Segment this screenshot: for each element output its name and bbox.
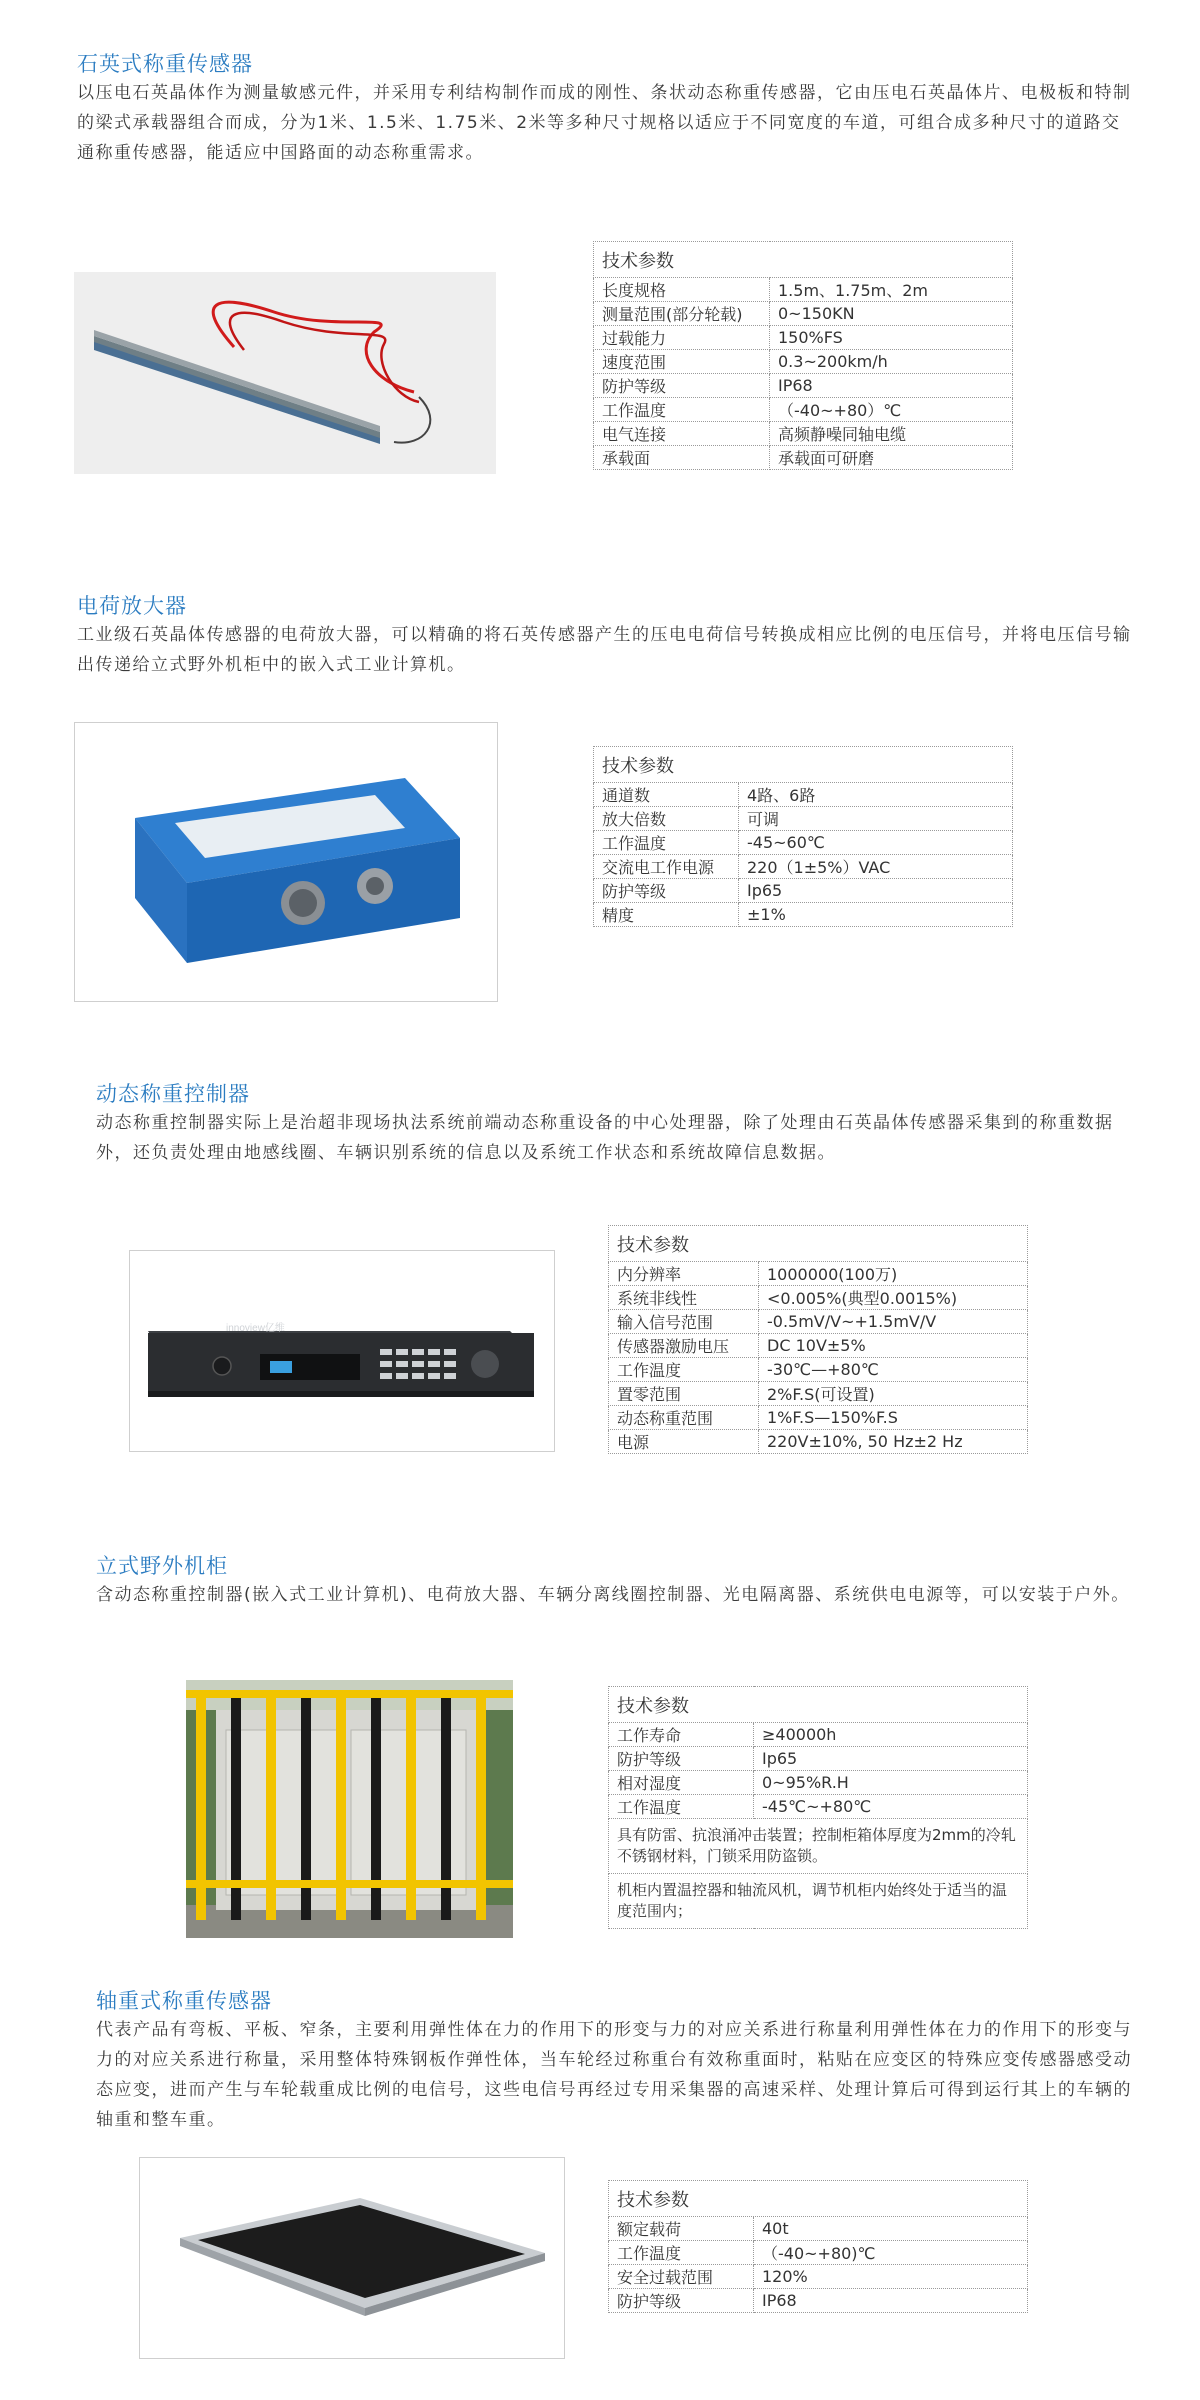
spec-row: 防护等级 Ip65: [609, 1747, 1028, 1771]
cabinet-image: [186, 1680, 513, 1938]
spec-header: 技术参数: [609, 1687, 1028, 1723]
spec-row: 精度 ±1%: [594, 903, 1013, 927]
spec-header: 技术参数: [609, 1226, 1028, 1262]
spec-table-quartz-sensor: [593, 241, 1013, 470]
spec-row: 工作寿命 ≥40000h: [609, 1723, 1028, 1747]
spec-row: 系统非线性 <0.005%(典型0.0015%): [609, 1286, 1028, 1310]
spec-header: 技术参数: [609, 2181, 1028, 2217]
spec-row: 防护等级 IP68: [594, 374, 1013, 398]
spec-row: 动态称重范围 1%F.S—150%F.S: [609, 1406, 1028, 1430]
quartz-sensor-image: [74, 272, 496, 474]
spec-row: 工作温度 -30℃—+80℃: [609, 1358, 1028, 1382]
spec-note: 具有防雷、抗浪涌冲击装置；控制柜箱体厚度为2mm的冷轧不锈钢材料，门锁采用防盗锁。: [609, 1819, 1028, 1874]
charge-amplifier-image: [74, 722, 498, 1002]
spec-row: 长度规格 1.5m、1.75m、2m: [594, 278, 1013, 302]
spec-row: 承载面 承载面可研磨: [594, 446, 1013, 470]
section-desc-cabinet: 含动态称重控制器(嵌入式工业计算机)、电荷放大器、车辆分离线圈控制器、光电隔离器、系统供电电源等，可以安装于户外。: [96, 1585, 1130, 1605]
spec-row: 安全过载范围 120%: [609, 2265, 1028, 2289]
spec-row: 内分辨率 1000000(100万): [609, 1262, 1028, 1286]
spec-row: 工作温度 -45℃~+80℃: [609, 1795, 1028, 1819]
section-title-cabinet: 立式野外机柜: [96, 1554, 228, 1578]
spec-row: 电源 220V±10%, 50 Hz±2 Hz: [609, 1430, 1028, 1454]
section-desc-controller: 动态称重控制器实际上是治超非现场执法系统前端动态称重设备的中心处理器，除了处理由石英晶体传感器采集到的称重数据外，还负责处理由地感线圈、车辆识别系统的信息以及系统工作状态和系统故障信息数据。: [96, 1113, 1114, 1163]
section-desc-quartz-sensor: 以压电石英晶体作为测量敏感元件，并采用专利结构制作而成的刚性、条状动态称重传感器，它由压电石英晶体片、电极板和特制的梁式承载器组合而成，分为1米、1.5米、1.75米、2米等多种尺寸规格以适应于不同宽度的车道，可组合成多种尺寸的道路交通称重传感器，能适应中国路面的动态称重需求。: [77, 83, 1132, 163]
axle-sensor-image: [139, 2157, 565, 2359]
spec-table-controller: [608, 1225, 1028, 1454]
section-title-charge-amplifier: 电荷放大器: [77, 594, 187, 618]
spec-header: 技术参数: [594, 242, 1013, 278]
spec-row: 交流电工作电源 220（1±5%）VAC: [594, 855, 1013, 879]
spec-row: 置零范围 2%F.S(可设置): [609, 1382, 1028, 1406]
spec-row: 过载能力 150%FS: [594, 326, 1013, 350]
spec-row: 传感器激励电压 DC 10V±5%: [609, 1334, 1028, 1358]
spec-note: 机柜内置温控器和轴流风机，调节机柜内始终处于适当的温度范围内；: [609, 1874, 1028, 1929]
spec-row: 工作温度 （-40~+80）℃: [594, 398, 1013, 422]
spec-row: 工作温度 -45~60℃: [594, 831, 1013, 855]
section-desc-charge-amplifier: 工业级石英晶体传感器的电荷放大器，可以精确的将石英传感器产生的压电电荷信号转换成相应比例的电压信号，并将电压信号输出传递给立式野外机柜中的嵌入式工业计算机。: [77, 625, 1132, 675]
section-desc-axle-sensor: 代表产品有弯板、平板、窄条，主要利用弹性体在力的作用下的形变与力的对应关系进行称量利用弹性体在力的作用下的形变与力的对应关系进行称量，采用整体特殊钢板作弹性体，当车轮经过称重台有效称重面时，粘贴在应变区的特殊应变传感器感受动态应变，进而产生与车轮载重成比例的电信号，这些电信号再经过专用采集器的高速采样、处理计算后可得到运行其上的车辆的轴重和整车重。: [96, 2020, 1132, 2130]
section-title-axle-sensor: 轴重式称重传感器: [96, 1989, 272, 2013]
spec-row: 相对湿度 0~95%R.H: [609, 1771, 1028, 1795]
spec-row: 工作温度 （-40~+80)℃: [609, 2241, 1028, 2265]
section-title-quartz-sensor: 石英式称重传感器: [77, 52, 253, 76]
spec-row: 防护等级 IP68: [609, 2289, 1028, 2313]
spec-row: 额定载荷 40t: [609, 2217, 1028, 2241]
spec-header: 技术参数: [594, 747, 1013, 783]
spec-row: 测量范围(部分轮载) 0~150KN: [594, 302, 1013, 326]
controller-image: [129, 1250, 555, 1452]
spec-row: 放大倍数 可调: [594, 807, 1013, 831]
brand-logo: innoview亿维: [226, 1323, 285, 1334]
spec-table-charge-amplifier: [593, 746, 1013, 927]
spec-table-axle-sensor: [608, 2180, 1028, 2313]
spec-row: 通道数 4路、6路: [594, 783, 1013, 807]
section-title-controller: 动态称重控制器: [96, 1082, 250, 1106]
spec-row: 速度范围 0.3~200km/h: [594, 350, 1013, 374]
spec-row: 防护等级 Ip65: [594, 879, 1013, 903]
spec-row: 输入信号范围 -0.5mV/V~+1.5mV/V: [609, 1310, 1028, 1334]
spec-table-cabinet: [608, 1686, 1028, 1929]
spec-row: 电气连接 高频静噪同轴电缆: [594, 422, 1013, 446]
